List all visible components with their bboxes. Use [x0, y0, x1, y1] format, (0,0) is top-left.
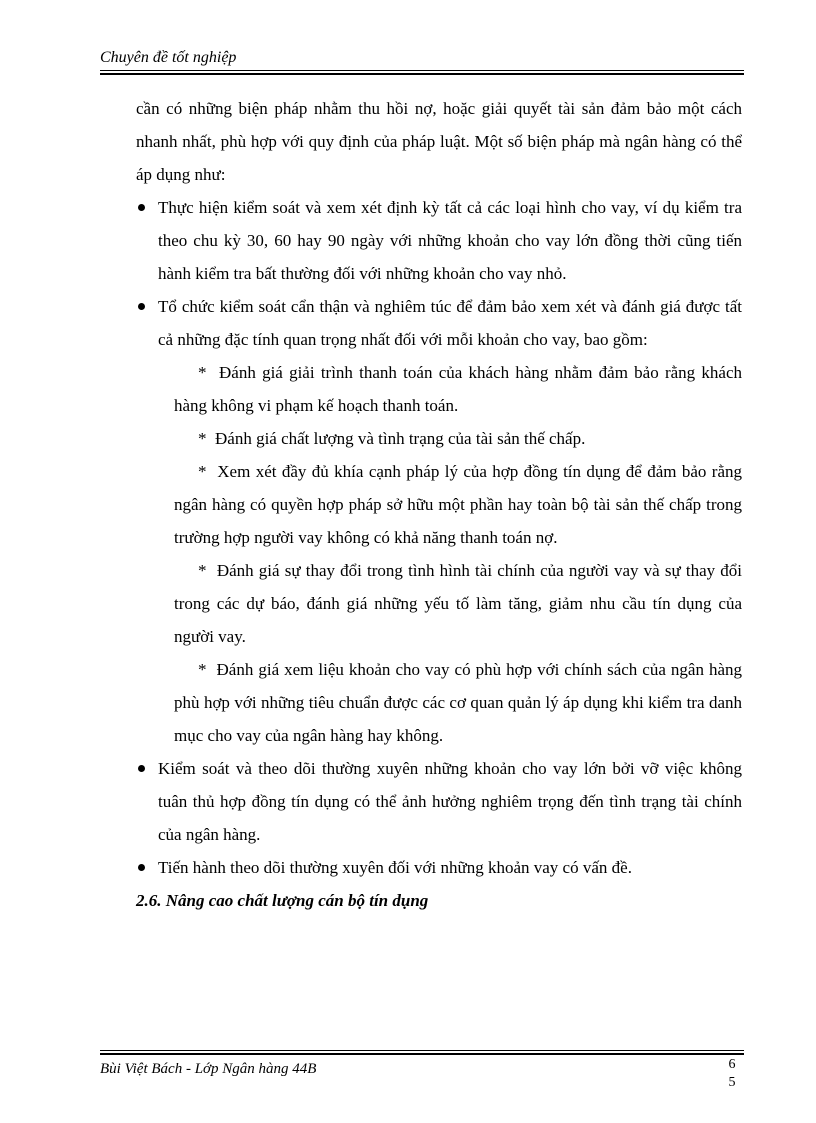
bullet-item-1 — [136, 191, 742, 290]
page-number-digit: 5 — [728, 1075, 736, 1090]
sub-item-body: Đánh giá sự thay đổi trong tình hình tài chính của người vay và sự thay đổi trong các dự báo, đánh giá những yếu tố làm tăng, giảm nhu cầu tín dụng của người vay. — [174, 561, 743, 646]
sub-item-text — [174, 554, 742, 653]
sub-item-text — [174, 422, 742, 455]
page-footer — [100, 1048, 744, 1090]
bullet-dot-icon — [138, 303, 145, 310]
asterisk-marker: * — [198, 462, 207, 481]
bullet-text: Tiến hành theo dõi thường xuyên đối với những khoản vay có vấn đề. — [158, 858, 632, 877]
sub-item-1 — [136, 356, 742, 422]
footer-rule — [100, 1050, 744, 1055]
section-heading: 2.6. Nâng cao chất lượng cán bộ tín dụng — [136, 891, 429, 910]
sub-item-text — [174, 356, 742, 422]
asterisk-marker: * — [198, 429, 207, 448]
sub-item-body: Xem xét đầy đủ khía cạnh pháp lý của hợp đồng tín dụng để đảm bảo rằng ngân hàng có quyền hợp pháp sở hữu một phần hay toàn bộ tài sản thế chấp trong trường hợp người vay không có khả năng thanh toán nợ. — [174, 462, 743, 547]
bullet-item-4 — [136, 851, 742, 884]
bullet-text: Kiểm soát và theo dõi thường xuyên những khoản cho vay lớn bởi vỡ việc không tuân thủ hợp đồng tín dụng có thể ảnh hưởng nghiêm trọng đến tình trạng tài chính của ngân hàng. — [158, 759, 742, 844]
sub-item-body: Đánh giá giải trình thanh toán của khách hàng nhằm đảm bảo rằng khách hàng không vi phạm kế hoạch thanh toán. — [174, 363, 743, 415]
page-header — [100, 48, 744, 75]
header-title: Chuyên đề tốt nghiệp — [100, 49, 237, 66]
sub-item-text — [174, 455, 742, 554]
sub-item-2 — [136, 422, 742, 455]
sub-item-text — [174, 653, 742, 752]
sub-item-4 — [136, 554, 742, 653]
bullet-dot-icon — [138, 765, 145, 772]
page-number — [726, 1056, 738, 1092]
bullet-text: Thực hiện kiểm soát và xem xét định kỳ tất cả các loại hình cho vay, ví dụ kiểm tra theo chu kỳ 30, 60 hay 90 ngày với những khoản cho vay lớn đồng thời cũng tiến hành kiểm tra bất thường đối với những khoản cho vay nhỏ. — [158, 198, 742, 283]
sub-item-body: Đánh giá chất lượng và tình trạng của tài sản thế chấp. — [215, 429, 586, 448]
bullet-text: Tổ chức kiểm soát cẩn thận và nghiêm túc để đảm bảo xem xét và đánh giá được tất cả những đặc tính quan trọng nhất đối với mỗi khoản cho vay, bao gồm: — [158, 297, 742, 349]
intro-paragraph: cần có những biện pháp nhằm thu hồi nợ, hoặc giải quyết tài sản đảm bảo một cách nhanh nhất, phù hợp với quy định của pháp luật. Một số biện pháp mà ngân hàng có thể áp dụng như: — [136, 99, 742, 184]
bullet-dot-icon — [138, 864, 145, 871]
footer-author: Bùi Việt Bách - Lớp Ngân hàng 44B — [100, 1061, 317, 1077]
page-number-digit: 6 — [728, 1057, 736, 1072]
bullet-item-3 — [136, 752, 742, 851]
bullet-item-2 — [136, 290, 742, 356]
asterisk-marker: * — [198, 660, 207, 679]
asterisk-marker: * — [198, 561, 207, 580]
bullet-dot-icon — [138, 204, 145, 211]
sub-item-3 — [136, 455, 742, 554]
sub-item-body: Đánh giá xem liệu khoản cho vay có phù hợp với chính sách của ngân hàng phù hợp với những tiêu chuẩn được các cơ quan quản lý áp dụng khi kiểm tra danh mục cho vay của ngân hàng hay không. — [174, 660, 742, 745]
sub-item-5 — [136, 653, 742, 752]
page-content — [136, 92, 742, 917]
header-rule — [100, 70, 744, 75]
asterisk-marker: * — [198, 363, 207, 382]
